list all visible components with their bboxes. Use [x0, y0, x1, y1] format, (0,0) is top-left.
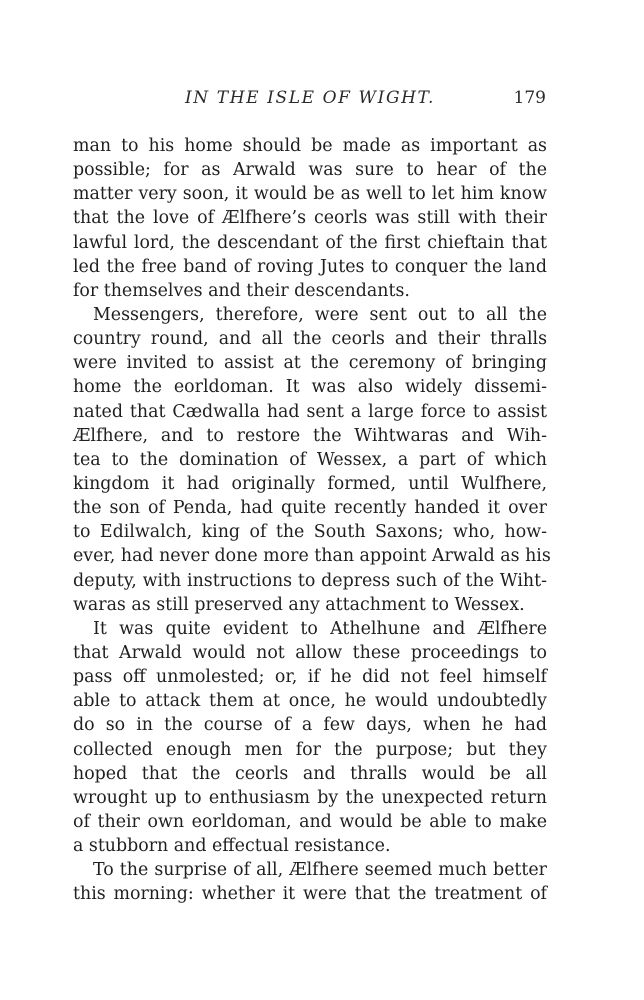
text-line: of their own eorldoman, and would be able to make	[73, 811, 547, 832]
running-title: IN THE ISLE OF WIGHT.	[184, 88, 435, 108]
text-line: were invited to assist at the ceremony of bringing	[73, 353, 547, 374]
text-line: the son of Penda, had quite recently handed it over	[73, 498, 547, 519]
text-line: this morning: whether it were that the treatment of	[73, 884, 547, 905]
text-line: to Edilwalch, king of the South Saxons; who, how-	[73, 522, 547, 543]
text-line: Ælfhere, and to restore the Wihtwaras and Wih-	[73, 425, 547, 446]
text-line: that the love of Ælfhere’s ceorls was still with their	[73, 208, 547, 229]
text-line: collected enough men for the purpose; but they	[73, 739, 547, 760]
page-number: 179	[513, 88, 546, 108]
text-line: wrought up to enthusiasm by the unexpected return	[73, 787, 547, 808]
text-line: kingdom it had originally formed, until Wulfhere,	[73, 473, 547, 494]
text-line: Messengers, therefore, were sent out to all the	[93, 304, 547, 325]
text-line: It was quite evident to Athelhune and Ælfhere	[93, 618, 547, 639]
text-line: possible; for as Arwald was sure to hear of the	[73, 160, 547, 181]
text-line: To the surprise of all, Ælfhere seemed much better	[93, 860, 547, 881]
text-line: tea to the domination of Wessex, a part of which	[73, 449, 547, 470]
text-line: do so in the course of a few days, when he had	[73, 715, 547, 736]
text-line: hoped that the ceorls and thralls would be all	[73, 763, 547, 784]
text-line: matter very soon, it would be as well to let him know	[73, 184, 547, 205]
text-line: deputy, with instructions to depress such of the Wiht-	[73, 570, 547, 591]
text-line: waras as still preserved any attachment to Wessex.	[73, 594, 525, 615]
text-line: for themselves and their descendants.	[73, 280, 410, 301]
text-line: ever, had never done more than appoint Arwald as his	[73, 546, 551, 567]
text-line: a stubborn and effectual resistance.	[73, 836, 391, 857]
text-line: nated that Cædwalla had sent a large force to assist	[73, 401, 547, 422]
text-line: home the eorldoman. It was also widely dissemi-	[73, 377, 547, 398]
text-line: that Arwald would not allow these proceedings to	[73, 642, 547, 663]
text-line: lawful lord, the descendant of the first chieftain that	[73, 232, 547, 253]
body-text	[73, 134, 551, 907]
text-line: able to attack them at once, he would undoubtedly	[73, 691, 547, 712]
text-line: man to his home should be made as important as	[73, 136, 547, 156]
text-line: country round, and all the ceorls and their thralls	[73, 329, 547, 350]
text-line: pass off unmolested; or, if he did not feel himself	[73, 667, 547, 688]
text-line: led the free band of roving Jutes to conquer the land	[73, 256, 547, 277]
running-head	[74, 88, 546, 116]
